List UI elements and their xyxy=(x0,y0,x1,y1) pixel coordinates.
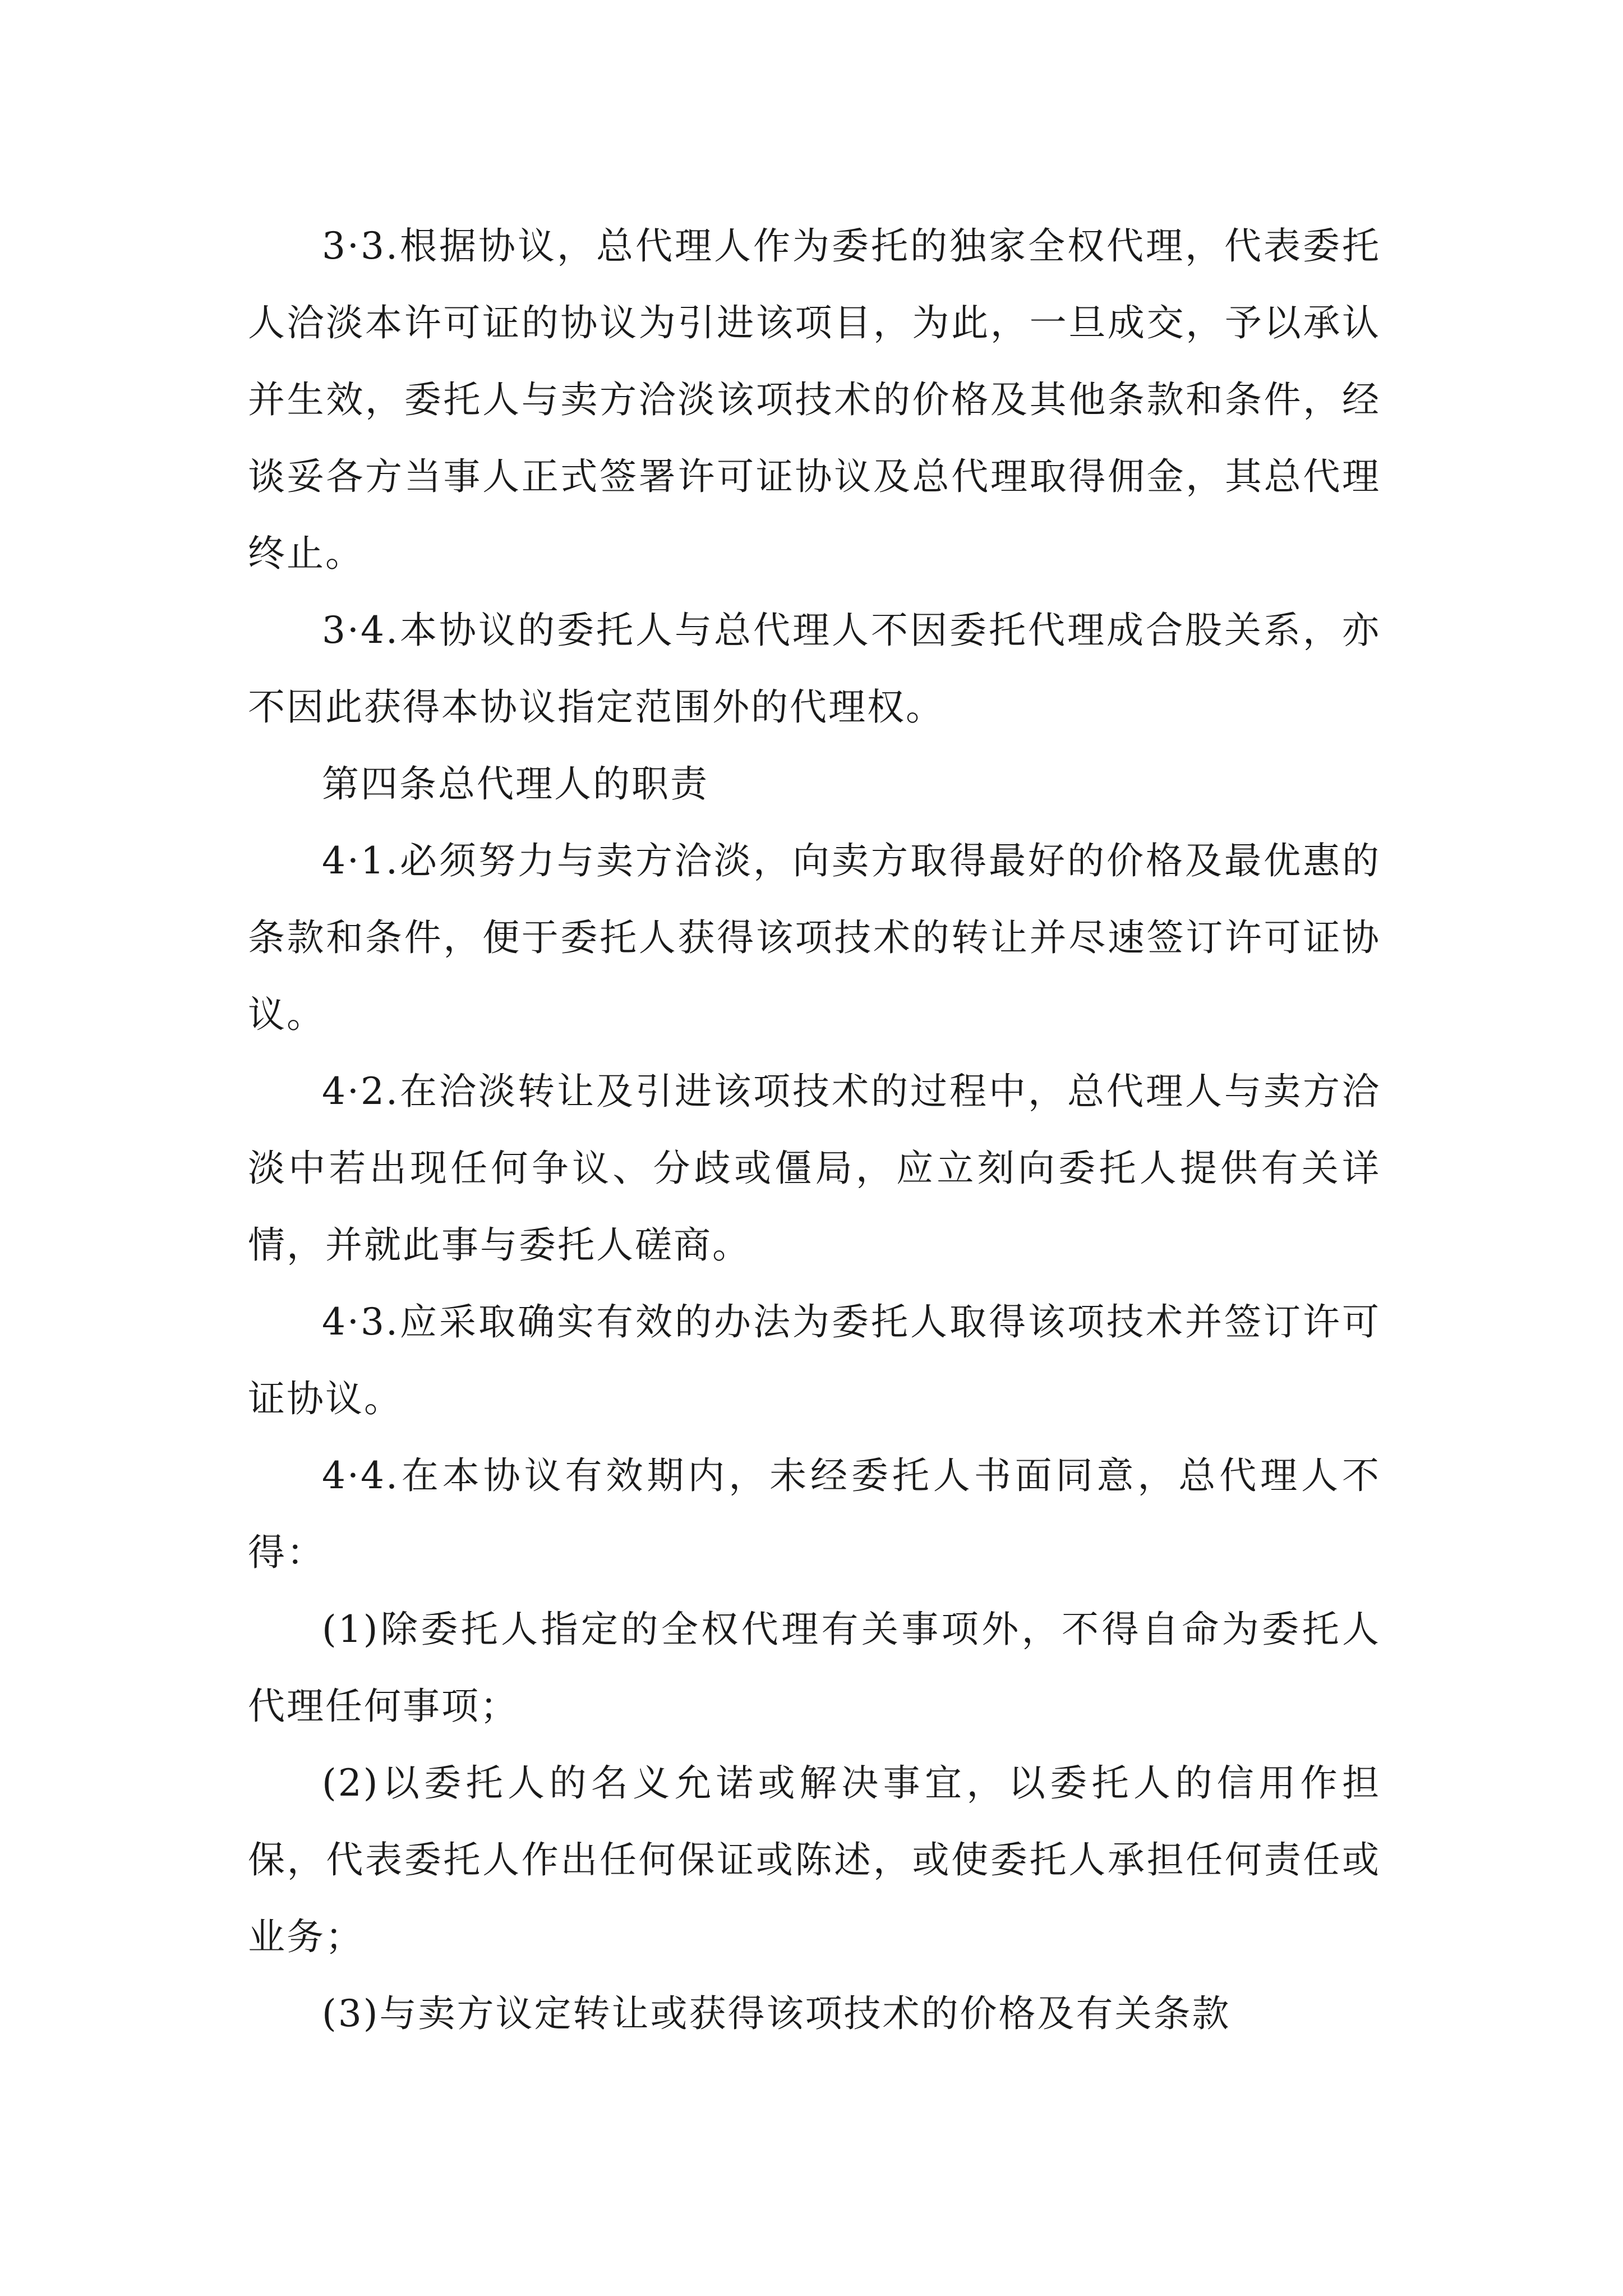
paragraph-4-1: 4·1.必须努力与卖方洽淡，向卖方取得最好的价格及最优惠的条款和条件，便于委托人获得该项技术的转让并尽速签订许可证协议。 xyxy=(248,839,1381,1036)
paragraph-3-4: 3·4.本协议的委托人与总代理人不因委托代理成合股关系，亦不因此获得本协议指定范围外的代理权。 xyxy=(248,609,1381,729)
section-heading-article-4: 第四条总代理人的职责 xyxy=(322,762,709,806)
paragraph-4-4: 4·4.在本协议有效期内，未经委托人书面同意，总代理人不得： xyxy=(248,1454,1381,1574)
document-body xyxy=(248,208,1381,2052)
list-item-3: (3)与卖方议定转让或获得该项技术的价格及有关条款 xyxy=(322,1992,1231,2035)
list-item-2: (2)以委托人的名义允诺或解决事宜，以委托人的信用作担保，代表委托人作出任何保证或陈述，或使委托人承担任何责任或业务； xyxy=(248,1761,1381,1958)
list-item-1: (1)除委托人指定的全权代理有关事项外，不得自命为委托人代理任何事项； xyxy=(248,1608,1381,1728)
paragraph-4-3: 4·3.应采取确实有效的办法为委托人取得该项技术并签订许可证协议。 xyxy=(248,1300,1381,1420)
paragraph-3-3: 3·3.根据协议，总代理人作为委托的独家全权代理，代表委托人洽淡本许可证的协议为引进该项目，为此，一旦成交，予以承认并生效，委托人与卖方洽淡该项技术的价格及其他条款和条件，经谈妥各方当事人正式签署许可证协议及总代理取得佣金，其总代理终止。 xyxy=(248,224,1381,575)
paragraph-4-2: 4·2.在洽淡转让及引进该项技术的过程中，总代理人与卖方洽淡中若出现任何争议、分歧或僵局，应立刻向委托人提供有关详情，并就此事与委托人磋商。 xyxy=(248,1070,1381,1267)
